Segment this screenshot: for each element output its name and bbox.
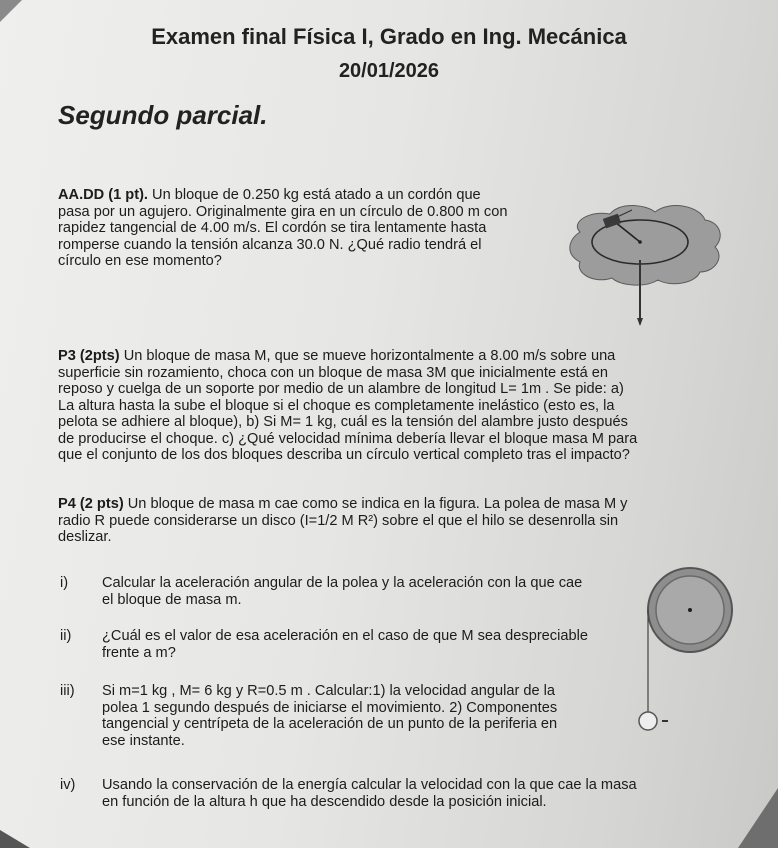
exam-date: 20/01/2026 <box>338 60 440 82</box>
item-number: iii) <box>60 683 75 699</box>
problem-line: La altura hasta la sube el bloque si el choque es completamente inelástico (esto es, la <box>58 397 615 414</box>
pulley-figure <box>630 565 740 745</box>
rotating-puck-figure <box>560 192 730 332</box>
problem-text: Un bloque de masa m cae como se indica en la figura. La polea de masa M y <box>123 496 628 512</box>
problem-line: pelota se adhiere al bloque), b) Si M= 1 kg, cuál es la tensión del alambre justo después <box>58 414 628 430</box>
problem-line: rapidez tangencial de 4.00 m/s. El cordón se tira lentamente hasta <box>58 220 487 236</box>
problem-line <box>58 496 698 513</box>
problem-line <box>58 348 708 365</box>
problem-line: deslizar. <box>58 529 112 545</box>
item-line: polea 1 segundo después de iniciarse el movimiento. 2) Componentes <box>102 699 558 716</box>
item-line: ¿Cuál es el valor de esa aceleración en el caso de que M sea despreciable <box>102 628 588 644</box>
sub-question-i <box>60 575 640 615</box>
problem-p3 <box>58 348 708 464</box>
problem-line: de producirse el choque. c) ¿Qué velocidad mínima debería llevar el bloque masa M para <box>58 430 638 447</box>
problem-p4 <box>58 496 698 546</box>
item-number: iv) <box>60 777 76 793</box>
problem-aa <box>58 187 558 270</box>
problem-line: que el conjunto de los dos bloques describa un círculo vertical completo tras el impacto? <box>58 447 630 463</box>
background-corner <box>0 0 22 22</box>
problem-line <box>58 187 558 204</box>
problem-line: reposo y cuelga de un soporte por medio de un alambre de longitud L= 1m . Se pide: a) <box>58 381 624 397</box>
problem-label: P3 (2pts) <box>58 348 120 364</box>
section-heading: Segundo parcial. <box>58 100 268 130</box>
problem-label: P4 (2 pts) <box>58 496 124 512</box>
problem-label: AA.DD (1 pt). <box>58 187 148 203</box>
item-line: tangencial y centrípeta de la aceleración de un punto de la periferia en <box>102 716 558 732</box>
background-corner <box>0 830 30 848</box>
problem-line: radio R puede considerarse un disco (I=1/2 M R²) sobre el que el hilo se desenrolla sin <box>58 512 619 529</box>
item-number: ii) <box>60 628 72 644</box>
sub-question-iv <box>60 777 700 817</box>
item-line: frente a m? <box>102 644 176 661</box>
problem-text: Un bloque de 0.250 kg está atado a un cordón que <box>148 187 481 203</box>
item-line: Si m=1 kg , M= 6 kg y R=0.5 m . Calcular:1) la velocidad angular de la <box>102 683 556 699</box>
item-line: en función de la altura h que ha descendido desde la posición inicial. <box>102 793 547 810</box>
item-line: Calcular la aceleración angular de la polea y la aceleración con la que cae <box>102 575 583 591</box>
sub-question-iii <box>60 683 620 763</box>
item-line: el bloque de masa m. <box>102 591 242 608</box>
exam-title: Examen final Física I, Grado en Ing. Mecánica <box>151 24 627 49</box>
problem-line: pasa por un agujero. Originalmente gira en un círculo de 0.800 m con <box>58 203 508 220</box>
problem-text: Un bloque de masa M, que se mueve horizontalmente a 8.00 m/s sobre una <box>119 348 616 364</box>
item-line: ese instante. <box>102 732 185 749</box>
item-number: i) <box>60 575 69 591</box>
sub-question-ii <box>60 628 640 668</box>
item-line: Usando la conservación de la energía calcular la velocidad con la que cae la masa <box>102 777 637 793</box>
problem-line: círculo en ese momento? <box>58 253 222 269</box>
background-corner <box>738 788 778 848</box>
problem-line: romperse cuando la tensión alcanza 30.0 N. ¿Qué radio tendrá el <box>58 236 482 253</box>
problem-line: superficie sin rozamiento, choca con un bloque de masa 3M que inicialmente está en <box>58 364 609 381</box>
